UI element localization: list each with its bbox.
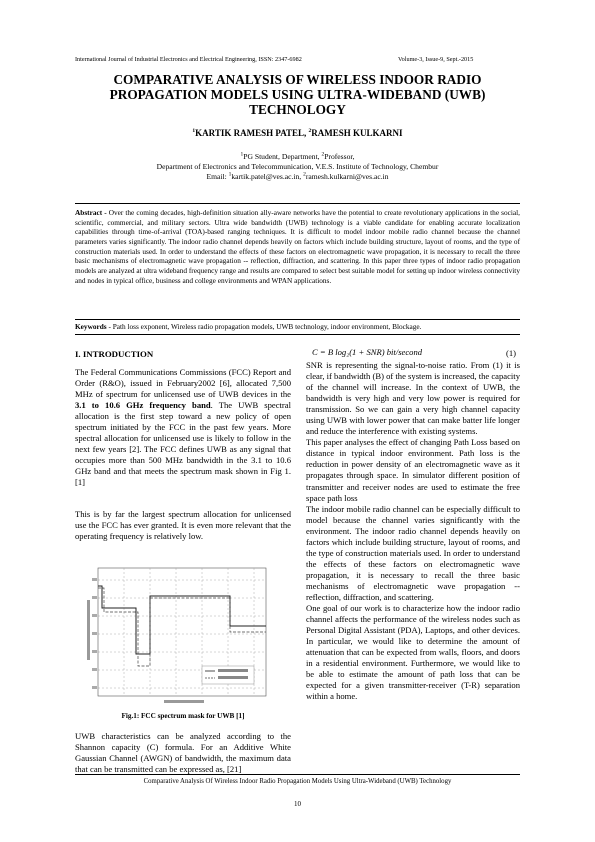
- right-paragraph-1: SNR is representing the signal-to-noise ratio. From (1) it is clear, if bandwidth (B) of the system is increased, the capacity of the channel will increase. In the context of UWB, the bandwidth is very high and very low power is required for transmission. So we can gain a very high channel capacity using UWB with lower power that can make batter life longer and reduce the interference with existing systems.: [306, 360, 520, 437]
- divider-top: [75, 203, 520, 204]
- legend-label-indoor: [218, 669, 248, 672]
- page-number: 10: [294, 800, 301, 808]
- right-column-text: [306, 360, 520, 702]
- intro-paragraph-2: This is by far the largest spectrum allocation for unlicensed use the FCC has ever granted. It is even more relevant that the operating frequency is relatively low.: [75, 509, 291, 542]
- divider-middle: [75, 319, 520, 320]
- equation-text: C = B log₂(1 + SNR) bit/second: [312, 347, 423, 357]
- shannon-equation: [306, 347, 520, 357]
- running-footer: Comparative Analysis Of Wireless Indoor Radio Propagation Models Using Ultra-Wideband (UWB) Technology: [143, 778, 452, 785]
- abstract-text: Over the coming decades, high-definition situation ally-aware networks have the potential to create revolutionary applications in the social, scientific, commercial, and military sectors. Ultra wide bandwidth (UWB) technology is a viable candidate for enabling accurate localization capabilities through time-of-arrival (TOA)-based ranging techniques. It is difficult to model indoor mobile radio channel because the channel parameters varies significantly. The indoor radio channel depends heavily on factors which include building structure, layout of rooms, and the type of construction materials used. In order to understand the effects of these factors on electromagnetic wave propagation, it is necessary to recall the three basic mechanisms of electromagnetic wave propagation -- reflection, diffraction, and scattering. In this paper three types of indoor radio propagation models are analyzed at ultra wideband frequency range and results are compared to select best suitable model for setting up indoor wireless connectivity and nodes in typical office, business and college environments and WPAN applications.: [75, 208, 520, 285]
- author1: KARTIK RAMESH PATEL,: [195, 128, 309, 138]
- affiliation-line-1: [75, 152, 520, 162]
- keywords-label: Keywords: [75, 322, 107, 331]
- journal-header: International Journal of Industrial Electronics and Electrical Engineering, ISSN: 2347-6982: [75, 56, 302, 63]
- volume-header: Volume-3, Issue-9, Sept.-2015: [398, 56, 474, 63]
- equation-number: (1): [506, 348, 517, 358]
- abstract: [75, 208, 520, 285]
- affil-sup-1: 1: [240, 151, 244, 158]
- author1-sup: 1: [192, 128, 196, 134]
- email-line: [75, 172, 520, 182]
- paper-title: [75, 72, 520, 117]
- email-sup-1: 1: [228, 171, 232, 178]
- right-paragraph-4: One goal of our work is to characterize how the indoor radio channel affects the performance of the wireless nodes such as Personal Digital Assistant (PDA), Laptops, and other devices. In particular, we would like to determine the amount of attenuation that can be expected from walls, floors, and doors in a residential environment. Furthermore, we would like to be able to estimate the amount of path loss that can be expected for a given transmitter-receiver (T-R) separation within a home.: [306, 603, 520, 702]
- email-1: kartik.patel@ves.ac.in,: [231, 172, 304, 181]
- email-label: Email:: [206, 172, 229, 181]
- legend-label-outdoor: [218, 676, 248, 679]
- figure-caption: Fig.1: FCC spectrum mask for UWB [1]: [121, 712, 245, 720]
- intro-p1-text-a: The Federal Communications Commissions (FCC) Report and Order (R&O), issued in February2002 [6], allocated 7,500 MHz of spectrum for unlicensed use of UWB devices in the: [75, 367, 291, 400]
- affil-role-2: Professor,: [324, 152, 355, 161]
- intro-paragraph-1: [75, 367, 291, 489]
- email-2: ramesh.kulkarni@ves.ac.in: [305, 172, 389, 181]
- x-axis-label: [164, 700, 204, 703]
- section-heading-introduction: I. INTRODUCTION: [75, 349, 154, 359]
- legend-box: [202, 666, 254, 684]
- divider-bottom: [75, 334, 520, 335]
- keywords: [75, 322, 520, 332]
- affil-role-1: PG Student, Department,: [243, 152, 322, 161]
- author2-sup: 2: [308, 128, 312, 134]
- authors: [75, 128, 520, 138]
- author2: RAMESH KULKARNI: [311, 128, 403, 138]
- abstract-label: Abstract -: [75, 208, 107, 217]
- footer-rule: [75, 774, 520, 775]
- affiliation-line-2: Department of Electronics and Telecommunication, V.E.S. Institute of Technology, Chembur: [156, 162, 439, 171]
- title-line-1: COMPARATIVE ANALYSIS OF WIRELESS INDOOR RADIO: [113, 72, 482, 87]
- intro-p1-text-b: . The UWB spectral allocation is the first step toward a new policy of open spectrum initiated by the FCC in the past few years. More spectral allocation for unlicensed use is likely to follow in the next few years [2]. The FCC defines UWB as any signal that occupies more than 500 MHz bandwidth in the 3.1 to 10.6 GHz band and that meets the spectrum mask shown in Fig 1. [1]: [75, 400, 291, 488]
- spectrum-mask-plot: [84, 560, 272, 708]
- affiliation: [75, 152, 520, 182]
- y-axis-label: [87, 600, 90, 660]
- intro-p1-bold: 3.1 to 10.6 GHz frequency band: [75, 400, 211, 411]
- affil-sup-2: 2: [321, 151, 325, 158]
- right-paragraph-3: The indoor mobile radio channel can be especially difficult to model because the channel varies significantly with the environment. The indoor radio channel depends heavily on factors which include building structure, layout of rooms, and the type of construction materials used. In order to understand the effects of these factors on electromagnetic wave propagation, it is necessary to recall the three basic mechanisms of electromagnetic wave propagation -- reflection, diffraction, and scattering.: [306, 503, 520, 602]
- keywords-text: - Path loss exponent, Wireless radio propagation models, UWB technology, indoor environment, Blockage.: [106, 322, 422, 331]
- email-sup-2: 2: [303, 171, 306, 178]
- fcc-spectrum-mask-figure: [84, 560, 272, 708]
- title-line-3: TECHNOLOGY: [249, 102, 346, 117]
- intro-paragraph-3: UWB characteristics can be analyzed according to the Shannon capacity (C) formula. For an Additive White Gaussian Channel (AWGN) of bandwidth, the maximum data that can be transmitted can be expressed as, [21]: [75, 731, 291, 775]
- right-paragraph-2: This paper analyses the effect of changing Path Loss based on distance in typical indoor environment. Path loss is the reduction in power density of an electromagnetic wave as it propagates through space. In simulator different position of transmitter and receiver nodes are used to estimate the free space path loss: [306, 437, 520, 503]
- title-line-2: PROPAGATION MODELS USING ULTRA-WIDEBAND (UWB): [109, 87, 486, 102]
